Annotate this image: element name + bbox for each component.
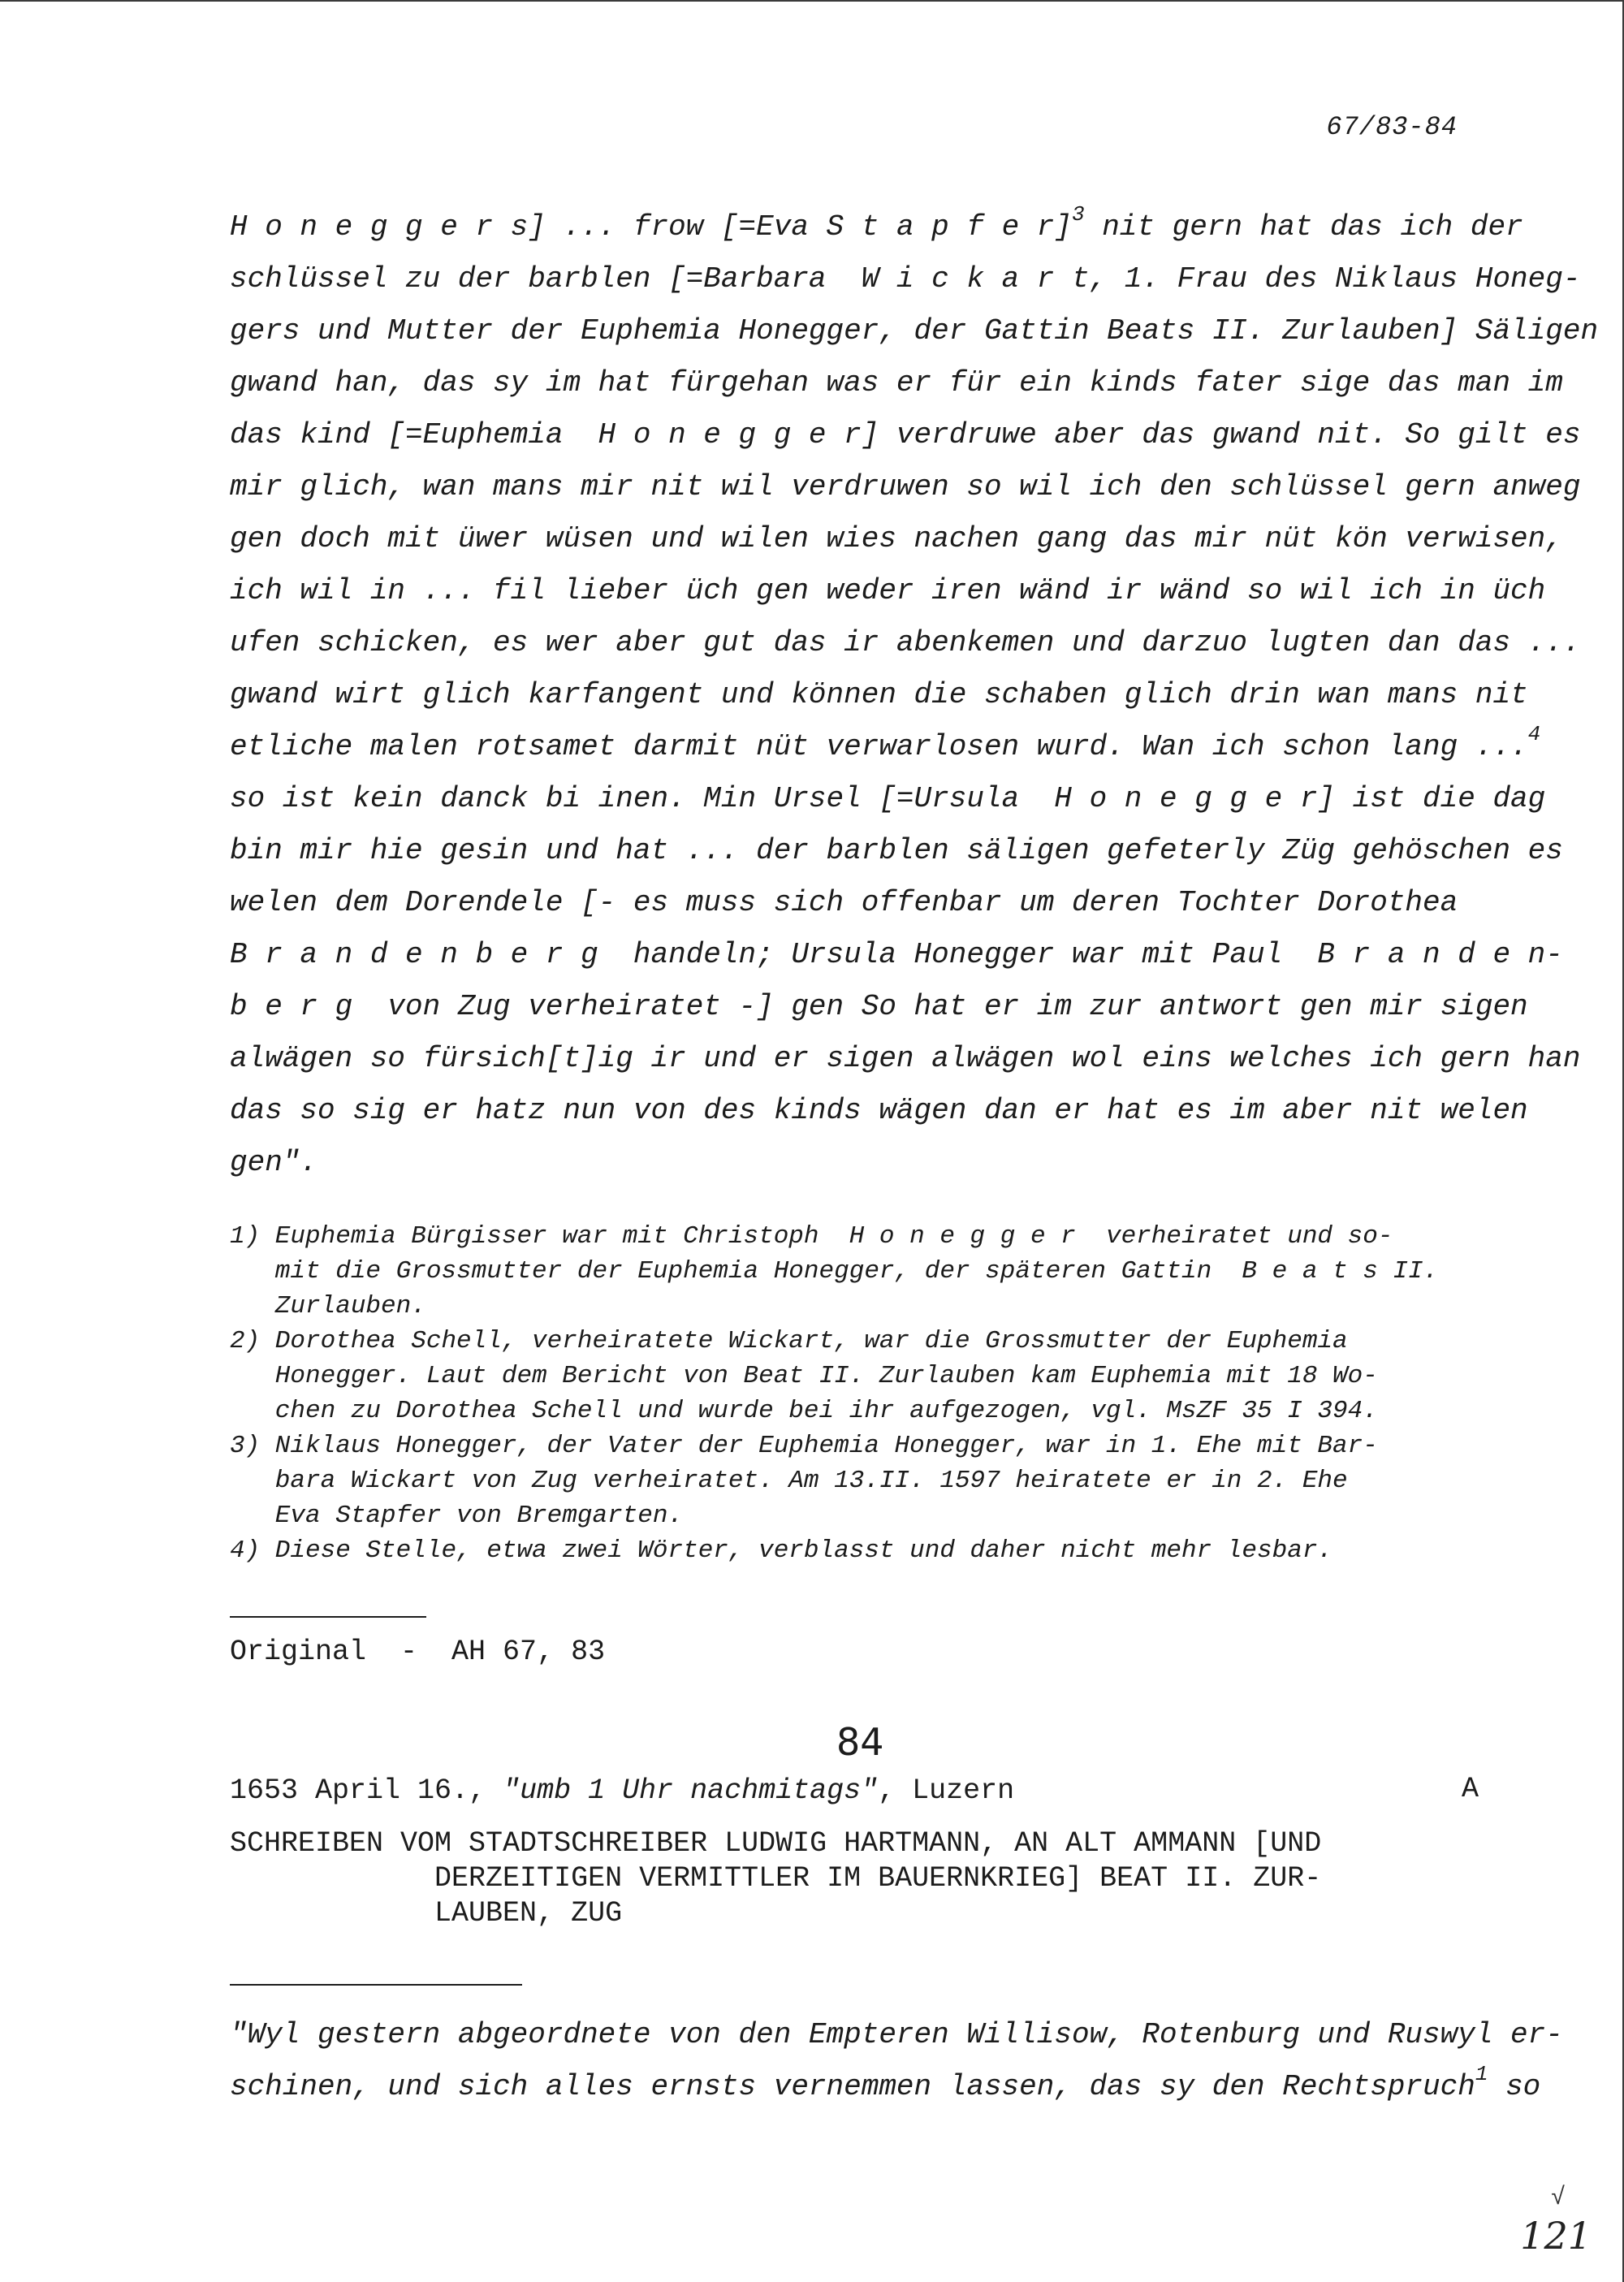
document-title: DERZEITIGEN VERMITTLER IM BAUERNKRIEG] BEAT II. ZUR- <box>230 1862 1322 1895</box>
quote-line: schlüssel zu der barblen [=Barbara W i c k a r t, 1. Frau des Niklaus Honeg- <box>230 262 1581 296</box>
handwritten-page-number: 121 <box>1520 2214 1592 2258</box>
document-title: SCHREIBEN VOM STADTSCHREIBER LUDWIG HARTMANN, AN ALT AMMANN [UND <box>230 1827 1322 1860</box>
footnote-2: 2) Dorothea Schell, verheiratete Wickart, war die Grossmutter der Euphemia <box>230 1327 1348 1355</box>
document-title: LAUBEN, ZUG <box>230 1897 623 1930</box>
quote-line: das so sig er hatz nun von des kinds wägen dan er hat es im aber nit welen <box>230 1094 1528 1127</box>
document-class-letter: A <box>1462 1773 1479 1805</box>
quote-line: alwägen so fürsich[t]ig ir und er sigen alwägen wol eins welches ich gern han <box>230 1042 1581 1075</box>
separator-rule <box>230 1616 426 1618</box>
quote-line: so ist kein danck bi inen. Min Ursel [=Ursula H o n e g g e r] ist die dag <box>230 782 1546 815</box>
quote-line: ufen schicken, es wer aber gut das ir abenkemen und darzuo lugten dan das ... <box>230 626 1581 659</box>
time-text: "umb 1 Uhr nachmitags" <box>503 1774 879 1807</box>
quote-line: welen dem Dorendele [- es muss sich offenbar um deren Tochter Dorothea <box>230 886 1458 919</box>
original-source-note: Original - AH 67, 83 <box>230 1636 606 1668</box>
document-number: 84 <box>836 1720 884 1764</box>
document-dateline <box>230 1773 1014 1809</box>
footnote-3: 3) Niklaus Honegger, der Vater der Euphemia Honegger, war in 1. Ehe mit Bar- <box>230 1432 1378 1460</box>
quote-line: B r a n d e n b e r g handeln; Ursula Honegger war mit Paul B r a n d e n- <box>230 938 1563 971</box>
quote-line: bin mir hie gesin und hat ... der barblen säligen gefeterly Züg gehöschen es <box>230 834 1563 867</box>
quote-text: H o n e g g e r s] ... frow [=Eva <box>230 210 827 244</box>
quote-line: gers und Mutter der Euphemia Honegger, der Gattin Beats II. Zurlauben] Säligen <box>230 314 1599 348</box>
footnote-1: Zurlauben. <box>230 1292 426 1320</box>
footnote-ref: 3 <box>1071 202 1085 227</box>
quote-line <box>230 202 1523 245</box>
place-text: , Luzern <box>878 1774 1015 1807</box>
quote-text: S t a p f e r] <box>826 210 1072 244</box>
footnote-1: mit die Grossmutter der Euphemia Honegger, der späteren Gattin B e a t s II. <box>230 1257 1439 1286</box>
quote-line <box>230 722 1541 765</box>
top-border <box>0 0 1624 2</box>
handwritten-check-mark: √ <box>1550 2185 1566 2212</box>
date-text: 1653 April 16., <box>230 1774 503 1807</box>
footnote-2: chen zu Dorothea Schell und wurde bei ihr aufgezogen, vgl. MsZF 35 I 394. <box>230 1397 1378 1425</box>
quote-line: "Wyl gestern abgeordnete von den Empteren Willisow, Rotenburg und Ruswyl er- <box>230 2018 1563 2051</box>
quote-line: ich wil in ... fil lieber üch gen weder iren wänd ir wänd so wil ich in üch <box>230 574 1546 607</box>
quote-text: etliche malen rotsamet darmit nüt verwarlosen wurd. Wan ich schon lang ... <box>230 730 1528 763</box>
quote-text: schinen, und sich alles ernsts vernemmen lassen, das sy den Rechtspruch <box>230 2070 1475 2103</box>
quote-text: nit gern hat das ich der <box>1084 210 1523 244</box>
quote-line: gwand han, das sy im hat fürgehan was er für ein kinds fater sige das man im <box>230 366 1563 400</box>
separator-rule <box>230 1984 522 1986</box>
footnote-ref: 1 <box>1475 2062 1488 2086</box>
quote-line: gen". <box>230 1146 318 1179</box>
quote-line: gwand wirt glich karfangent und können die schaben glich drin wan mans nit <box>230 678 1528 711</box>
page-reference: 67/83-84 <box>1326 112 1458 142</box>
quote-line: gen doch mit üwer wüsen und wilen wies nachen gang das mir nüt kön verwisen, <box>230 522 1563 555</box>
footnote-2: Honegger. Laut dem Bericht von Beat II. Zurlauben kam Euphemia mit 18 Wo- <box>230 1362 1378 1390</box>
quote-line <box>230 2062 1541 2105</box>
footnote-3: bara Wickart von Zug verheiratet. Am 13.II. 1597 heiratete er in 2. Ehe <box>230 1467 1348 1495</box>
quote-line: mir glich, wan mans mir nit wil verdruwen so wil ich den schlüssel gern anweg <box>230 470 1581 504</box>
footnote-4: 4) Diese Stelle, etwa zwei Wörter, verblasst und daher nicht mehr lesbar. <box>230 1536 1333 1565</box>
footnote-ref: 4 <box>1527 722 1541 746</box>
footnote-3: Eva Stapfer von Bremgarten. <box>230 1502 684 1530</box>
quote-line: b e r g von Zug verheiratet -] gen So hat er im zur antwort gen mir sigen <box>230 990 1528 1023</box>
quote-line: das kind [=Euphemia H o n e g g e r] verdruwe aber das gwand nit. So gilt es <box>230 418 1581 452</box>
footnote-1: 1) Euphemia Bürgisser war mit Christoph H o n e g g e r verheiratet und so- <box>230 1222 1393 1251</box>
quote-text: so <box>1488 2070 1541 2103</box>
